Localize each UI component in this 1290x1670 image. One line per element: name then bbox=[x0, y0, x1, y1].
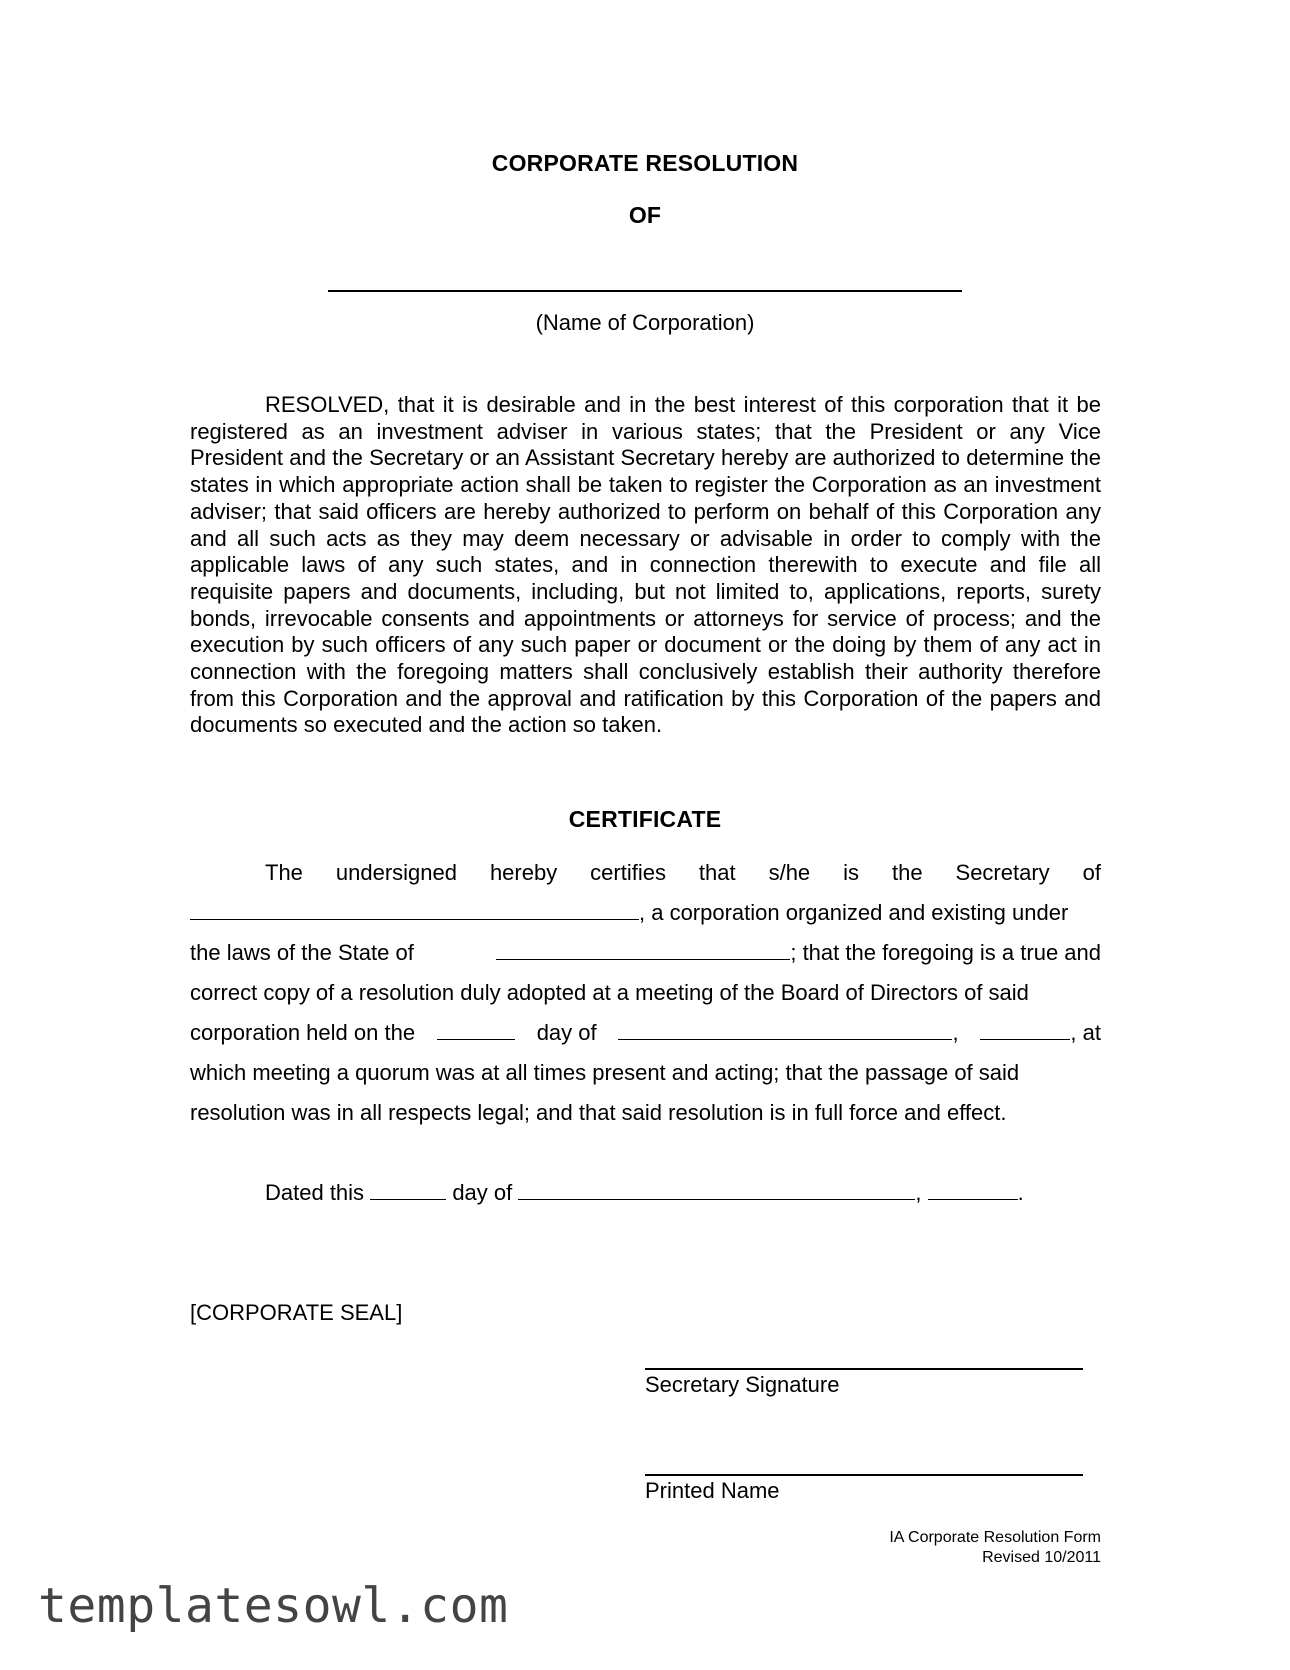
dated-line bbox=[190, 1180, 1101, 1206]
cert-word: The bbox=[265, 860, 303, 885]
cert-text: ; that the foregoing is a true and bbox=[790, 940, 1101, 965]
cert-text: , a corporation organized and existing under bbox=[639, 900, 1069, 925]
cert-word: Secretary bbox=[955, 860, 1050, 885]
cert-word: the bbox=[891, 860, 923, 885]
secretary-signature-label: Secretary Signature bbox=[645, 1372, 840, 1397]
dated-month-blank[interactable] bbox=[518, 1180, 915, 1200]
certificate-heading: CERTIFICATE bbox=[568, 806, 722, 832]
cert-text: corporation held on the bbox=[190, 1020, 416, 1045]
corporation-name-field[interactable] bbox=[328, 290, 962, 292]
cert-word: that bbox=[698, 860, 736, 885]
cert-word: certifies bbox=[590, 860, 666, 885]
state-blank[interactable] bbox=[496, 940, 790, 960]
cert-text: the laws of the State of bbox=[190, 940, 414, 965]
document-of: OF bbox=[628, 202, 662, 228]
printed-name-line[interactable] bbox=[645, 1474, 1083, 1476]
certificate-line-5 bbox=[190, 1020, 1101, 1046]
certificate-line-7: resolution was in all respects legal; and that said resolution is in full force and effect. bbox=[190, 1100, 1007, 1125]
secretary-signature-line[interactable] bbox=[645, 1368, 1083, 1370]
corporation-name-caption: (Name of Corporation) bbox=[535, 310, 755, 335]
form-revised: Revised 10/2011 bbox=[982, 1549, 1101, 1566]
resolved-paragraph: RESOLVED, that it is desirable and in the best interest of this corporation that it be registered as an investment adviser in various states; that the President or any Vice President and the Secretary or an Assistant Secretary hereby are authorized to determine the states in which appropriate action shall be taken to register the Corporation as an investment adviser; that said officers are hereby authorized to perform on behalf of this Corporation any and all such acts as they may deem necessary or advisable in order to comply with the applicable laws of any such states, and in connection therewith to execute and file all requisite papers and documents, including, but not limited to, applications, reports, surety bonds, irrevocable consents and appointments or attorneys for service of process; and the execution by such officers of any such paper or document or the doing by them of any act in connection with the foregoing matters shall conclusively establish their authority therefore from this Corporation and the approval and ratification by this Corporation of the papers and documents so executed and the action so taken. bbox=[190, 392, 1101, 738]
watermark: templatesowl.com bbox=[38, 1578, 509, 1634]
document-title: CORPORATE RESOLUTION bbox=[491, 150, 799, 176]
cert-word: is bbox=[843, 860, 860, 885]
cert-text: day of bbox=[536, 1020, 597, 1045]
certificate-line-1 bbox=[190, 860, 1101, 886]
cert-text: , bbox=[952, 1020, 959, 1045]
cert-text: , at bbox=[1070, 1020, 1101, 1045]
cert-word: hereby bbox=[489, 860, 558, 885]
form-footer bbox=[889, 1528, 1101, 1568]
cert-text: day of bbox=[452, 1180, 513, 1205]
cert-word: of bbox=[1082, 860, 1101, 885]
certificate-line-6: which meeting a quorum was at all times present and acting; that the passage of said bbox=[190, 1060, 1020, 1085]
dated-year-blank[interactable] bbox=[928, 1180, 1018, 1200]
meeting-year-blank[interactable] bbox=[980, 1020, 1070, 1040]
printed-name-label: Printed Name bbox=[645, 1478, 780, 1503]
cert-word: s/he bbox=[768, 860, 811, 885]
certificate-line-3 bbox=[190, 940, 1101, 966]
cert-word: undersigned bbox=[335, 860, 457, 885]
dated-day-blank[interactable] bbox=[370, 1180, 446, 1200]
cert-text: Dated this bbox=[265, 1180, 365, 1205]
meeting-day-blank[interactable] bbox=[437, 1020, 515, 1040]
corporation-name-blank[interactable] bbox=[190, 900, 639, 920]
cert-text: . bbox=[1017, 1180, 1024, 1205]
corporate-seal-label: [CORPORATE SEAL] bbox=[190, 1300, 403, 1325]
certificate-line-4: correct copy of a resolution duly adopted at a meeting of the Board of Directors of said bbox=[190, 980, 1029, 1005]
meeting-month-blank[interactable] bbox=[618, 1020, 952, 1040]
form-name: IA Corporate Resolution Form bbox=[889, 1529, 1101, 1546]
cert-text: , bbox=[915, 1180, 922, 1205]
certificate-line-2 bbox=[190, 900, 1101, 926]
